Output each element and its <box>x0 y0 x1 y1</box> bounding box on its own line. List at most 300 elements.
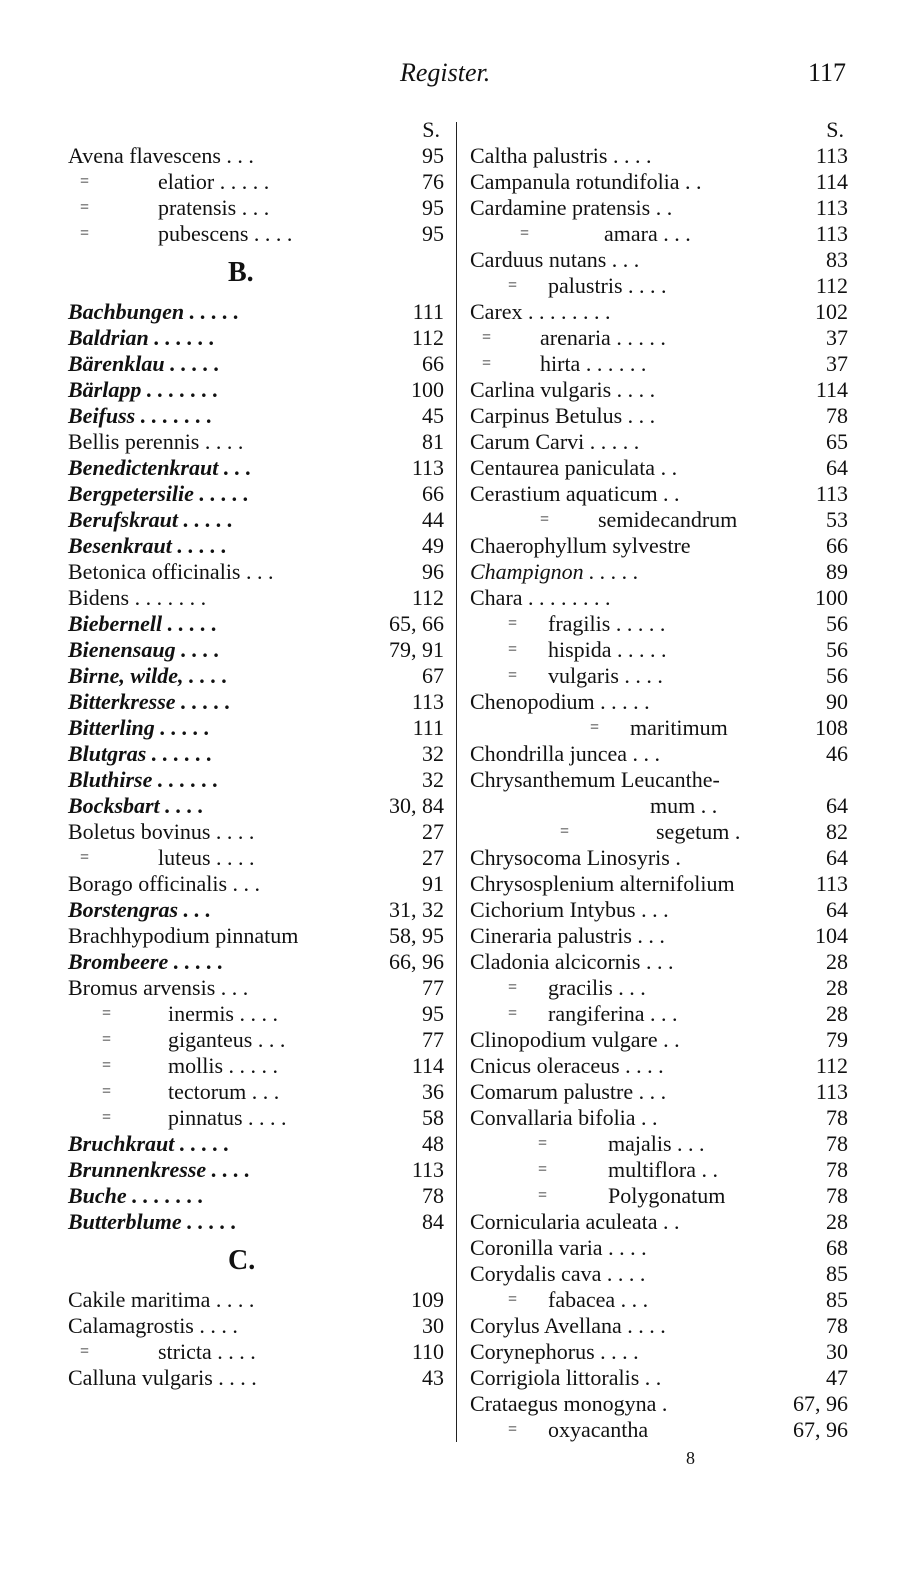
entry-page-ref: 113 <box>815 1079 848 1104</box>
entry-label: Bergpetersilie . . . . . <box>68 481 249 506</box>
index-entry <box>68 845 444 871</box>
entry-page-ref: 79 <box>826 1027 848 1052</box>
ditto-mark: = <box>508 277 518 294</box>
entry-label: Biebernell . . . . . <box>68 611 218 636</box>
entry-page-ref: 56 <box>826 663 848 688</box>
index-entry <box>68 1209 444 1235</box>
index-entry <box>470 169 848 195</box>
entry-page-ref: 32 <box>422 741 444 766</box>
running-header-title: Register. <box>400 58 491 87</box>
entry-page-ref: 113 <box>815 195 848 220</box>
page-column-label: S. <box>826 117 844 142</box>
entry-label: Brachhypodium pinnatum <box>68 923 299 948</box>
ditto-mark: = <box>102 1057 112 1074</box>
index-entry <box>470 949 848 975</box>
entry-label: multiflora . . <box>608 1157 718 1182</box>
entry-page-ref: 110 <box>411 1339 444 1364</box>
entry-page-ref: 82 <box>826 819 848 844</box>
entry-label: Calamagrostis . . . . <box>68 1313 238 1338</box>
entry-page-ref: 53 <box>826 507 848 532</box>
entry-page-ref: 66 <box>826 533 848 558</box>
index-entry <box>470 845 848 871</box>
entry-label: Calluna vulgaris . . . . <box>68 1365 257 1390</box>
ditto-mark: = <box>508 667 518 684</box>
entry-page-ref: 28 <box>826 975 848 1000</box>
entry-page-ref: 56 <box>826 637 848 662</box>
entry-page-ref: 37 <box>826 325 848 350</box>
index-entry <box>470 325 848 351</box>
entry-label: Berufskraut . . . . . <box>68 507 234 532</box>
index-entry <box>68 793 444 819</box>
entry-label: Coronilla varia . . . . <box>470 1235 647 1260</box>
index-entry <box>470 897 848 923</box>
section-heading <box>68 247 444 299</box>
index-entry <box>68 1131 444 1157</box>
entry-page-ref: 114 <box>411 1053 444 1078</box>
column-divider <box>456 122 457 1442</box>
entry-page-ref: 78 <box>826 1313 848 1338</box>
entry-label: amara . . . <box>604 221 691 246</box>
entry-page-ref: 30 <box>826 1339 848 1364</box>
entry-label: Beifuss . . . . . . . <box>68 403 213 428</box>
entry-label: fragilis . . . . . <box>548 611 666 636</box>
entry-label: Borago officinalis . . . <box>68 871 261 896</box>
entry-label: Bellis perennis . . . . <box>68 429 244 454</box>
entry-label: Polygonatum <box>608 1183 726 1208</box>
index-entry <box>68 403 444 429</box>
entry-page-ref: 113 <box>815 481 848 506</box>
ditto-mark: = <box>508 1005 518 1022</box>
entry-label: Bärlapp . . . . . . . <box>68 377 219 402</box>
column-header <box>470 117 848 143</box>
entry-label: mollis . . . . . <box>168 1053 279 1078</box>
entry-label: luteus . . . . <box>158 845 255 870</box>
index-entry <box>68 1183 444 1209</box>
entry-label: Corynephorus . . . . <box>470 1339 639 1364</box>
entry-page-ref: 58 <box>422 1105 444 1130</box>
entry-page-ref: 46 <box>826 741 848 766</box>
ditto-mark: = <box>540 511 550 528</box>
index-entry <box>470 715 848 741</box>
entry-label: pratensis . . . <box>158 195 270 220</box>
index-entry <box>68 689 444 715</box>
section-letter: B. <box>228 257 254 288</box>
entry-label: Carpinus Betulus . . . <box>470 403 656 428</box>
index-entry <box>470 1391 848 1417</box>
entry-page-ref: 112 <box>815 1053 848 1078</box>
entry-label: Besenkraut . . . . . <box>68 533 227 558</box>
section-letter: C. <box>228 1245 256 1276</box>
index-entry <box>470 533 848 559</box>
entry-page-ref: 114 <box>815 377 848 402</box>
entry-page-ref: 77 <box>422 975 444 1000</box>
ditto-mark: = <box>590 719 600 736</box>
index-entry <box>470 819 848 845</box>
ditto-mark: = <box>80 199 90 216</box>
entry-page-ref: 90 <box>826 689 848 714</box>
ditto-mark: = <box>102 1031 112 1048</box>
index-entry <box>470 663 848 689</box>
index-entry <box>68 1079 444 1105</box>
entry-page-ref: 68 <box>826 1235 848 1260</box>
index-entry <box>68 325 444 351</box>
entry-label: inermis . . . . <box>168 1001 278 1026</box>
index-entry <box>470 1001 848 1027</box>
entry-label: maritimum <box>630 715 728 740</box>
index-entry <box>470 1053 848 1079</box>
ditto-mark: = <box>508 1421 518 1438</box>
ditto-mark: = <box>520 225 530 242</box>
ditto-mark: = <box>508 615 518 632</box>
entry-page-ref: 100 <box>411 377 444 402</box>
entry-label: Chondrilla juncea . . . <box>470 741 661 766</box>
entry-label: hispida . . . . . <box>548 637 667 662</box>
entry-page-ref: 95 <box>422 143 444 168</box>
entry-page-ref: 114 <box>815 169 848 194</box>
index-entry <box>470 1235 848 1261</box>
entry-label: segetum . <box>656 819 741 844</box>
page-column-label: S. <box>422 117 440 142</box>
entry-label: Chara . . . . . . . . <box>470 585 611 610</box>
entry-label: Comarum palustre . . . <box>470 1079 667 1104</box>
entry-page-ref: 113 <box>411 455 444 480</box>
entry-page-ref: 32 <box>422 767 444 792</box>
index-entry <box>470 299 848 325</box>
page-number: 117 <box>808 58 847 87</box>
entry-page-ref: 85 <box>826 1287 848 1312</box>
ditto-mark: = <box>102 1083 112 1100</box>
entry-page-ref: 112 <box>411 585 444 610</box>
entry-page-ref: 78 <box>826 1105 848 1130</box>
ditto-mark: = <box>102 1005 112 1022</box>
index-entry <box>470 975 848 1001</box>
entry-label: Butterblume . . . . . <box>68 1209 237 1234</box>
entry-page-ref: 67 <box>422 663 444 688</box>
entry-page-ref: 84 <box>422 1209 444 1234</box>
entry-page-ref: 77 <box>422 1027 444 1052</box>
entry-page-ref: 30 <box>422 1313 444 1338</box>
entry-page-ref: 64 <box>826 845 848 870</box>
index-entry <box>470 611 848 637</box>
ditto-mark: = <box>508 979 518 996</box>
entry-page-ref: 64 <box>826 897 848 922</box>
entry-label: rangiferina . . . <box>548 1001 678 1026</box>
entry-label: Corylus Avellana . . . . <box>470 1313 666 1338</box>
entry-label: pinnatus . . . . <box>168 1105 287 1130</box>
entry-page-ref: 78 <box>826 1183 848 1208</box>
index-entry <box>68 559 444 585</box>
index-entry <box>470 1287 848 1313</box>
entry-page-ref: 64 <box>826 455 848 480</box>
entry-page-ref: 78 <box>826 1131 848 1156</box>
entry-label: Carex . . . . . . . . <box>470 299 611 324</box>
ditto-mark: = <box>538 1187 548 1204</box>
entry-label: Cnicus oleraceus . . . . <box>470 1053 664 1078</box>
index-entry <box>68 377 444 403</box>
entry-label: Caltha palustris . . . . <box>470 143 652 168</box>
entry-label: palustris . . . . <box>548 273 667 298</box>
entry-page-ref: 45 <box>422 403 444 428</box>
entry-label: Avena flavescens . . . <box>68 143 254 168</box>
index-entry <box>68 1001 444 1027</box>
entry-page-ref: 102 <box>815 299 848 324</box>
entry-page-ref: 66, 96 <box>389 949 444 974</box>
entry-page-ref: 89 <box>826 559 848 584</box>
column-header <box>68 117 444 143</box>
entry-page-ref: 96 <box>422 559 444 584</box>
entry-page-ref: 79, 91 <box>389 637 444 662</box>
entry-page-ref: 56 <box>826 611 848 636</box>
ditto-mark: = <box>482 329 492 346</box>
signature-mark: 8 <box>686 1448 695 1468</box>
index-entry <box>68 195 444 221</box>
entry-page-ref: 30, 84 <box>389 793 444 818</box>
entry-page-ref: 48 <box>422 1131 444 1156</box>
entry-page-ref: 112 <box>815 273 848 298</box>
entry-label: arenaria . . . . . <box>540 325 666 350</box>
entry-label: tectorum . . . <box>168 1079 280 1104</box>
entry-page-ref: 67, 96 <box>793 1417 848 1442</box>
index-entry <box>470 1261 848 1287</box>
entry-label: Cladonia alcicornis . . . <box>470 949 674 974</box>
entry-label: Blutgras . . . . . . <box>68 741 213 766</box>
entry-page-ref: 111 <box>412 715 444 740</box>
entry-label: Buche . . . . . . . <box>68 1183 204 1208</box>
entry-label: Cakile maritima . . . . <box>68 1287 255 1312</box>
index-entry <box>470 1131 848 1157</box>
entry-label: Chenopodium . . . . . <box>470 689 650 714</box>
ditto-mark: = <box>482 355 492 372</box>
entry-label: Bachbungen . . . . . <box>68 299 240 324</box>
entry-label: Corydalis cava . . . . <box>470 1261 646 1286</box>
entry-page-ref: 111 <box>412 299 444 324</box>
index-entry <box>68 429 444 455</box>
entry-page-ref: 66 <box>422 351 444 376</box>
entry-page-ref: 65 <box>826 429 848 454</box>
entry-page-ref: 78 <box>826 1157 848 1182</box>
entry-label: mum . . <box>650 793 718 818</box>
entry-page-ref: 108 <box>815 715 848 740</box>
index-entry <box>470 637 848 663</box>
index-entry <box>470 793 848 819</box>
entry-label: Cardamine pratensis . . <box>470 195 673 220</box>
entry-page-ref: 109 <box>411 1287 444 1312</box>
index-entry <box>470 377 848 403</box>
entry-label: Chaerophyllum sylvestre <box>470 533 691 558</box>
entry-label: Bärenklau . . . . . <box>68 351 220 376</box>
entry-page-ref: 76 <box>422 169 444 194</box>
entry-page-ref: 49 <box>422 533 444 558</box>
entry-label: stricta . . . . <box>158 1339 256 1364</box>
entry-label: Champignon . . . . . <box>470 559 639 584</box>
index-entry <box>470 481 848 507</box>
entry-page-ref: 28 <box>826 1209 848 1234</box>
entry-page-ref: 27 <box>422 819 444 844</box>
entry-label: vulgaris . . . . <box>548 663 663 688</box>
entry-page-ref: 44 <box>422 507 444 532</box>
ditto-mark: = <box>560 823 570 840</box>
index-entry <box>470 273 848 299</box>
index-entry <box>68 351 444 377</box>
entry-label: Chrysanthemum Leucanthe- <box>470 767 720 792</box>
index-entry <box>68 1053 444 1079</box>
ditto-mark: = <box>508 1291 518 1308</box>
entry-page-ref: 64 <box>826 793 848 818</box>
entry-label: Crataegus monogyna . <box>470 1391 668 1416</box>
entry-label: Cerastium aquaticum . . <box>470 481 680 506</box>
entry-label: Cineraria palustris . . . <box>470 923 665 948</box>
index-entry <box>470 689 848 715</box>
index-entry <box>68 611 444 637</box>
entry-label: Cichorium Intybus . . . <box>470 897 669 922</box>
entry-label: oxyacantha <box>548 1417 649 1442</box>
index-entry <box>68 585 444 611</box>
entry-label: Bidens . . . . . . . <box>68 585 207 610</box>
entry-page-ref: 28 <box>826 949 848 974</box>
entry-page-ref: 67, 96 <box>793 1391 848 1416</box>
index-entry <box>68 481 444 507</box>
ditto-mark: = <box>538 1135 548 1152</box>
entry-page-ref: 65, 66 <box>389 611 444 636</box>
index-entry <box>68 897 444 923</box>
entry-label: Clinopodium vulgare . . <box>470 1027 680 1052</box>
index-entry <box>470 1183 848 1209</box>
index-entry <box>470 507 848 533</box>
ditto-mark: = <box>102 1109 112 1126</box>
entry-page-ref: 58, 95 <box>389 923 444 948</box>
entry-label: Bromus arvensis . . . <box>68 975 249 1000</box>
entry-label: Baldrian . . . . . . <box>68 325 215 350</box>
entry-label: gracilis . . . <box>548 975 646 1000</box>
index-entry <box>68 143 444 169</box>
index-entry <box>470 585 848 611</box>
entry-page-ref: 43 <box>422 1365 444 1390</box>
index-entry <box>68 871 444 897</box>
entry-label: Bienensaug . . . . <box>68 637 220 662</box>
index-entry <box>68 663 444 689</box>
entry-label: Benedictenkraut . . . <box>68 455 252 480</box>
index-entry <box>68 741 444 767</box>
index-column-right <box>470 117 848 1443</box>
index-entry <box>470 871 848 897</box>
entry-page-ref: 81 <box>422 429 444 454</box>
index-entry <box>68 715 444 741</box>
index-entry <box>68 1027 444 1053</box>
entry-label: fabacea . . . <box>548 1287 649 1312</box>
index-entry <box>68 1105 444 1131</box>
entry-label: Carduus nutans . . . <box>470 247 640 272</box>
index-entry <box>68 1313 444 1339</box>
index-entry <box>68 299 444 325</box>
entry-page-ref: 95 <box>422 221 444 246</box>
index-entry <box>470 1079 848 1105</box>
index-entry <box>68 1339 444 1365</box>
entry-label: Borstengras . . . <box>68 897 212 922</box>
index-entry <box>68 455 444 481</box>
index-entry <box>68 507 444 533</box>
index-entry <box>470 1339 848 1365</box>
entry-label: Brunnenkresse . . . . <box>68 1157 251 1182</box>
index-entry <box>68 221 444 247</box>
entry-page-ref: 95 <box>422 1001 444 1026</box>
entry-label: Bluthirse . . . . . . <box>68 767 219 792</box>
index-column-left <box>68 117 444 1391</box>
ditto-mark: = <box>508 641 518 658</box>
entry-page-ref: 100 <box>815 585 848 610</box>
index-entry <box>68 169 444 195</box>
entry-page-ref: 104 <box>815 923 848 948</box>
index-entry <box>68 975 444 1001</box>
index-entry <box>470 143 848 169</box>
entry-label: Betonica officinalis . . . <box>68 559 274 584</box>
index-entry <box>470 429 848 455</box>
entry-label: Centaurea paniculata . . <box>470 455 678 480</box>
entry-page-ref: 36 <box>422 1079 444 1104</box>
index-entry <box>470 403 848 429</box>
ditto-mark: = <box>538 1161 548 1178</box>
entry-label: Brombeere . . . . . <box>68 949 224 974</box>
index-entry <box>470 247 848 273</box>
index-entry <box>68 637 444 663</box>
index-entry <box>68 533 444 559</box>
entry-page-ref: 83 <box>826 247 848 272</box>
entry-label: Boletus bovinus . . . . <box>68 819 255 844</box>
entry-label: Bocksbart . . . . <box>68 793 204 818</box>
entry-page-ref: 27 <box>422 845 444 870</box>
index-entry <box>68 1157 444 1183</box>
entry-page-ref: 113 <box>815 221 848 246</box>
ditto-mark: = <box>80 173 90 190</box>
entry-page-ref: 113 <box>411 1157 444 1182</box>
entry-label: Chrysocoma Linosyris . <box>470 845 681 870</box>
index-entry <box>470 1157 848 1183</box>
index-entry <box>470 741 848 767</box>
entry-label: Convallaria bifolia . . <box>470 1105 658 1130</box>
entry-label: Birne, wilde, . . . . <box>68 663 228 688</box>
ditto-mark: = <box>80 1343 90 1360</box>
index-entry <box>470 455 848 481</box>
ditto-mark: = <box>80 225 90 242</box>
index-entry <box>470 351 848 377</box>
ditto-mark: = <box>80 849 90 866</box>
entry-page-ref: 113 <box>815 871 848 896</box>
entry-page-ref: 95 <box>422 195 444 220</box>
entry-label: elatior . . . . . <box>158 169 270 194</box>
index-entry <box>470 1027 848 1053</box>
index-entry <box>470 923 848 949</box>
index-entry <box>470 559 848 585</box>
entry-label: Bitterling . . . . . <box>68 715 210 740</box>
entry-label: Cornicularia aculeata . . <box>470 1209 680 1234</box>
entry-label: Carum Carvi . . . . . <box>470 429 640 454</box>
entry-label: Campanula rotundifolia . . <box>470 169 702 194</box>
entry-page-ref: 31, 32 <box>389 897 444 922</box>
index-entry <box>68 819 444 845</box>
entry-page-ref: 113 <box>815 143 848 168</box>
entry-page-ref: 47 <box>826 1365 848 1390</box>
entry-label: Carlina vulgaris . . . . <box>470 377 656 402</box>
index-entry <box>68 1365 444 1391</box>
entry-page-ref: 66 <box>422 481 444 506</box>
index-entry <box>68 1287 444 1313</box>
entry-page-ref: 112 <box>411 325 444 350</box>
entry-label: Bruchkraut . . . . . <box>68 1131 230 1156</box>
entry-page-ref: 78 <box>826 403 848 428</box>
entry-page-ref: 85 <box>826 1261 848 1286</box>
entry-page-ref: 91 <box>422 871 444 896</box>
entry-page-ref: 113 <box>411 689 444 714</box>
index-entry <box>470 195 848 221</box>
